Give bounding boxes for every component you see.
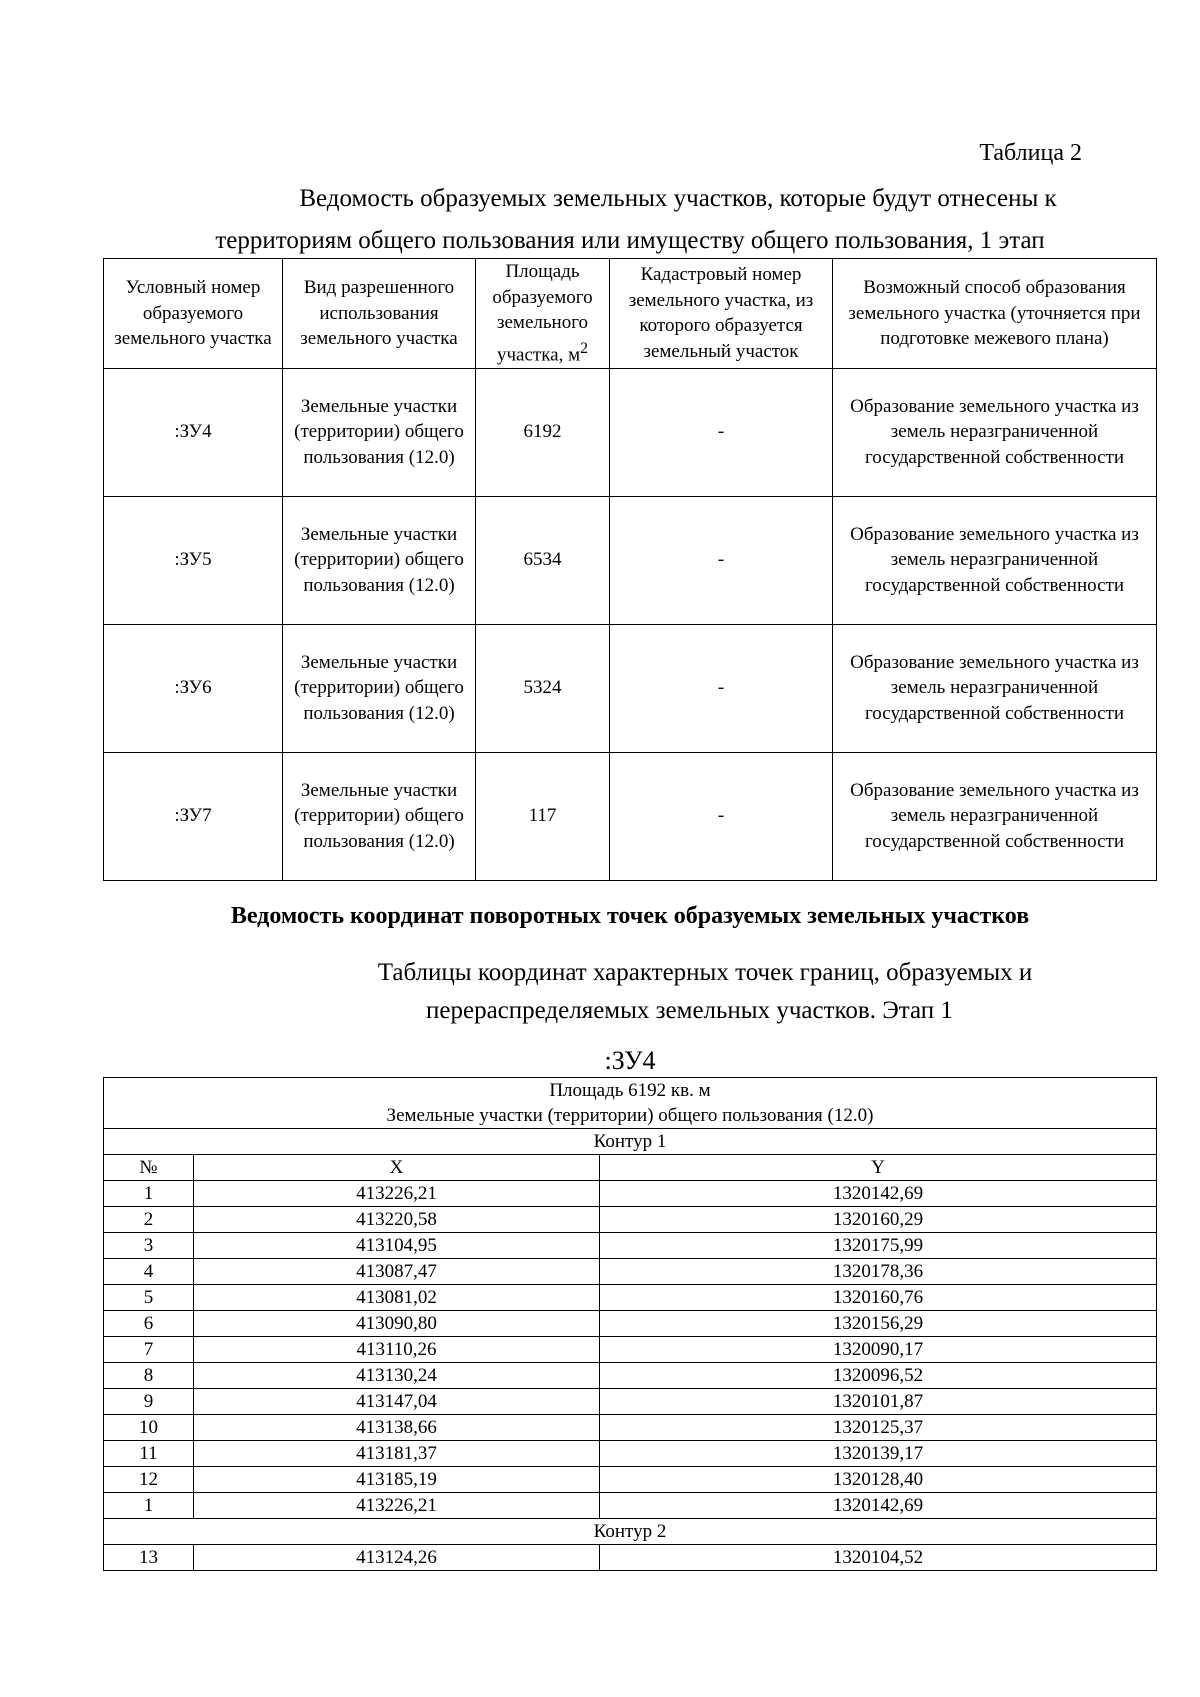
cell-use: Земельные участки (территории) общего пользования (12.0)	[283, 624, 476, 752]
area-line: Площадь 6192 кв. м	[549, 1080, 711, 1101]
use-line: Земельные участки (территории) общего пользования (12.0)	[386, 1105, 874, 1126]
header-cadastral-number: Кадастровый номер земельного участка, из которого образуется земельный участок	[610, 259, 833, 369]
x-coordinate-cell: 413185,19	[194, 1467, 600, 1493]
table-row	[104, 1545, 1157, 1571]
cell-cadastral: -	[610, 624, 833, 752]
table-row	[104, 1285, 1157, 1311]
header-area-text: Площадь образуемого земельного участка, м	[492, 261, 593, 366]
document-title	[96, 178, 1164, 262]
x-coordinate-cell: 413226,21	[194, 1181, 600, 1207]
cell-use: Земельные участки (территории) общего пользования (12.0)	[283, 752, 476, 880]
header-conditional-number: Условный номер образуемого земельного участка	[104, 259, 283, 369]
y-coordinate-cell: 1320178,36	[600, 1259, 1157, 1285]
x-coordinate-cell: 413104,95	[194, 1233, 600, 1259]
y-coordinate-cell: 1320090,17	[600, 1337, 1157, 1363]
y-coordinate-cell: 1320175,99	[600, 1233, 1157, 1259]
table-row	[104, 1311, 1157, 1337]
contour-row	[104, 1519, 1157, 1545]
header-area	[476, 259, 610, 369]
contour-row	[104, 1129, 1157, 1155]
cell-area: 5324	[476, 624, 610, 752]
table-row	[104, 1259, 1157, 1285]
coordinates-section-title: Ведомость координат поворотных точек образуемых земельных участков	[230, 903, 1030, 929]
cell-cadastral: -	[610, 496, 833, 624]
table-row	[104, 1363, 1157, 1389]
cell-method: Образование земельного участка из земель неразграниченной государственной собственности	[833, 368, 1157, 496]
y-coordinate-cell: 1320125,37	[600, 1415, 1157, 1441]
title-line: территориям общего пользования или имуществу общего пользования, 1 этап	[215, 227, 1045, 254]
point-number-cell: 11	[104, 1441, 194, 1467]
point-number-cell: 10	[104, 1415, 194, 1441]
coordinates-header-row	[104, 1155, 1157, 1181]
parcel-info-row	[104, 1078, 1157, 1129]
cell-id: :ЗУ6	[104, 624, 283, 752]
x-coordinate-cell: 413090,80	[194, 1311, 600, 1337]
table-row	[104, 1467, 1157, 1493]
table-row	[104, 1441, 1157, 1467]
y-coordinate-cell: 1320160,29	[600, 1207, 1157, 1233]
y-coordinate-cell: 1320096,52	[600, 1363, 1157, 1389]
cell-id: :ЗУ7	[104, 752, 283, 880]
x-coordinate-cell: 413147,04	[194, 1389, 600, 1415]
cell-method: Образование земельного участка из земель неразграниченной государственной собственности	[833, 752, 1157, 880]
coordinates-subtitle	[96, 954, 1164, 1030]
y-coordinate-cell: 1320156,29	[600, 1311, 1157, 1337]
point-number-cell: 2	[104, 1207, 194, 1233]
cell-cadastral: -	[610, 368, 833, 496]
point-number-cell: 12	[104, 1467, 194, 1493]
cell-area: 6192	[476, 368, 610, 496]
header-area-sup: 2	[580, 339, 589, 357]
y-coordinate-cell: 1320104,52	[600, 1545, 1157, 1571]
y-coordinate-cell: 1320142,69	[600, 1493, 1157, 1519]
header-number: №	[104, 1155, 194, 1181]
header-y: Y	[600, 1155, 1157, 1181]
point-number-cell: 9	[104, 1389, 194, 1415]
table-row	[104, 1337, 1157, 1363]
header-x: X	[194, 1155, 600, 1181]
table-header-row	[104, 259, 1157, 369]
point-number-cell: 5	[104, 1285, 194, 1311]
y-coordinate-cell: 1320160,76	[600, 1285, 1157, 1311]
x-coordinate-cell: 413087,47	[194, 1259, 600, 1285]
y-coordinate-cell: 1320128,40	[600, 1467, 1157, 1493]
parcel-info-cell	[104, 1078, 1157, 1129]
title-line: Ведомость образуемых земельных участков, которые будут отнесены к	[299, 185, 1057, 212]
cell-use: Земельные участки (территории) общего пользования (12.0)	[283, 496, 476, 624]
table-row	[104, 624, 1157, 752]
coordinates-table	[103, 1077, 1157, 1571]
subtitle-line: перераспределяемых земельных участков. Этап 1	[426, 997, 953, 1024]
x-coordinate-cell: 413081,02	[194, 1285, 600, 1311]
cell-id: :ЗУ4	[104, 368, 283, 496]
y-coordinate-cell: 1320142,69	[600, 1181, 1157, 1207]
point-number-cell: 1	[104, 1181, 194, 1207]
table-row	[104, 752, 1157, 880]
x-coordinate-cell: 413181,37	[194, 1441, 600, 1467]
x-coordinate-cell: 413124,26	[194, 1545, 600, 1571]
table-caption: Таблица 2	[979, 140, 1082, 166]
x-coordinate-cell: 413138,66	[194, 1415, 600, 1441]
x-coordinate-cell: 413226,21	[194, 1493, 600, 1519]
x-coordinate-cell: 413110,26	[194, 1337, 600, 1363]
table-row	[104, 1389, 1157, 1415]
header-permitted-use: Вид разрешенного использования земельного участка	[283, 259, 476, 369]
y-coordinate-cell: 1320139,17	[600, 1441, 1157, 1467]
cell-method: Образование земельного участка из земель неразграниченной государственной собственности	[833, 624, 1157, 752]
table-row	[104, 496, 1157, 624]
cell-cadastral: -	[610, 752, 833, 880]
table-row	[104, 1233, 1157, 1259]
cell-method: Образование земельного участка из земель неразграниченной государственной собственности	[833, 496, 1157, 624]
table-row	[104, 1415, 1157, 1441]
cell-area: 6534	[476, 496, 610, 624]
point-number-cell: 13	[104, 1545, 194, 1571]
contour-label: Контур 2	[104, 1519, 1157, 1545]
subtitle-line: Таблицы координат характерных точек границ, образуемых и	[377, 959, 1033, 986]
table-row	[104, 368, 1157, 496]
point-number-cell: 7	[104, 1337, 194, 1363]
x-coordinate-cell: 413130,24	[194, 1363, 600, 1389]
cell-id: :ЗУ5	[104, 496, 283, 624]
y-coordinate-cell: 1320101,87	[600, 1389, 1157, 1415]
contour-label: Контур 1	[104, 1129, 1157, 1155]
point-number-cell: 6	[104, 1311, 194, 1337]
point-number-cell: 4	[104, 1259, 194, 1285]
point-number-cell: 8	[104, 1363, 194, 1389]
cell-use: Земельные участки (территории) общего пользования (12.0)	[283, 368, 476, 496]
table-row	[104, 1493, 1157, 1519]
parcel-label: :ЗУ4	[604, 1046, 656, 1075]
point-number-cell: 1	[104, 1493, 194, 1519]
table-row	[104, 1181, 1157, 1207]
point-number-cell: 3	[104, 1233, 194, 1259]
cell-area: 117	[476, 752, 610, 880]
x-coordinate-cell: 413220,58	[194, 1207, 600, 1233]
parcels-table	[103, 258, 1157, 881]
header-formation-method: Возможный способ образования земельного участка (уточняется при подготовке межевого плана)	[833, 259, 1157, 369]
table-row	[104, 1207, 1157, 1233]
